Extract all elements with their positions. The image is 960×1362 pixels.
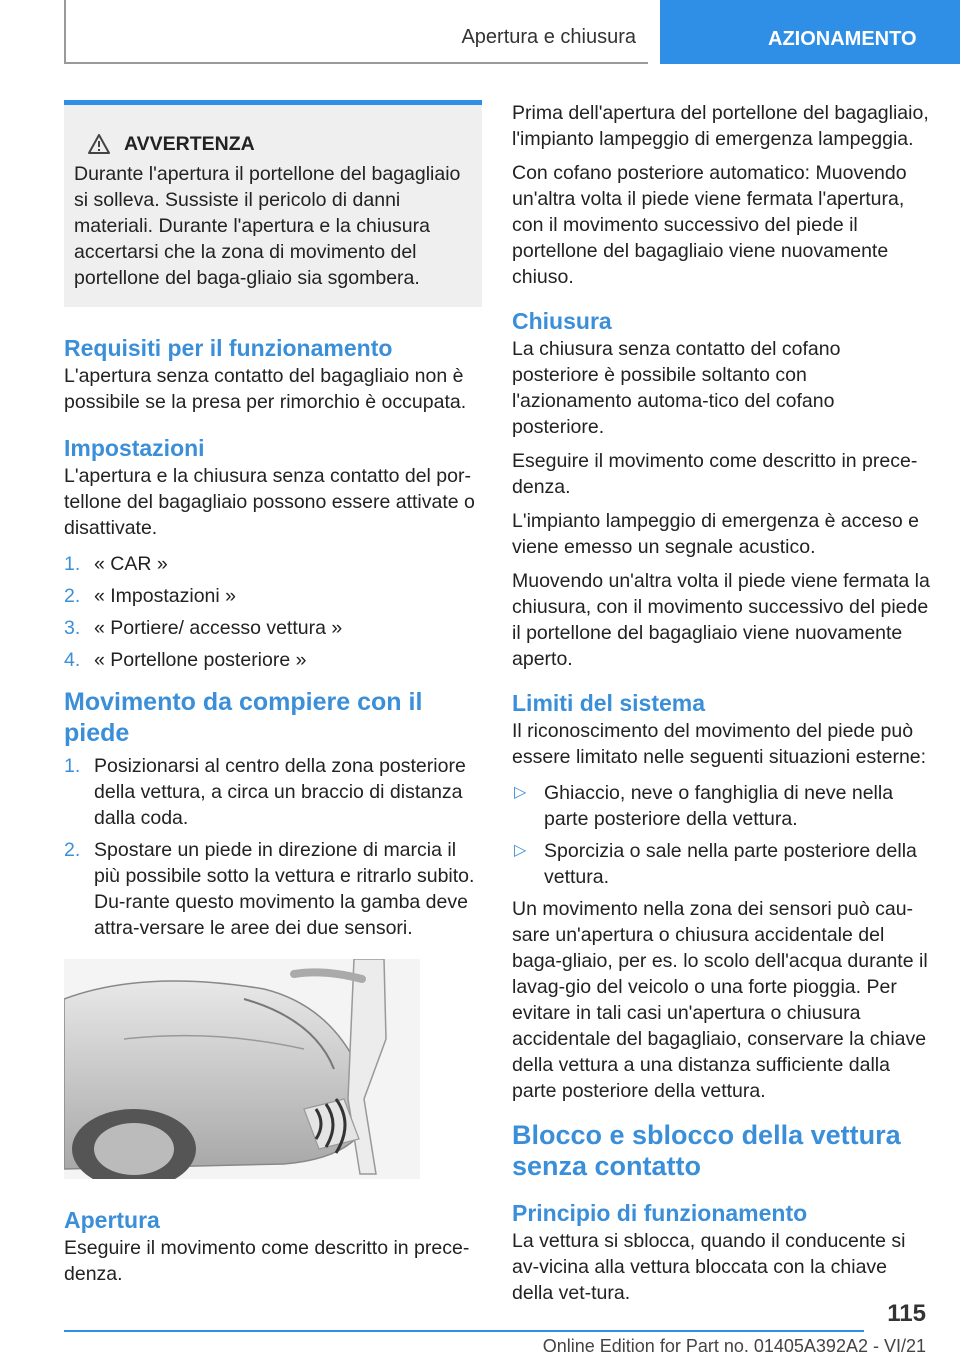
text-apertura-cont-2: Con cofano posteriore automatico: Muovendo un'altra volta il piede viene fermata l'apertura, con il movimento successivo del piede il portellone del bagagliaio viene nuovamente chiuso. [512, 162, 907, 288]
text-chiusura-2: Eseguire il movimento come descritto in prece-denza. [512, 450, 918, 498]
section-impostazioni [64, 433, 482, 673]
header-title: Apertura e chiusura [461, 26, 636, 48]
step-number: 4. [64, 649, 81, 671]
step-text: « Portiere/ accesso vettura » [94, 617, 343, 639]
bullet-text: Sporcizia o sale nella parte posteriore della vettura. [544, 840, 917, 888]
list-item [64, 837, 482, 941]
triangle-bullet-icon: ▷ [514, 784, 527, 801]
warning-header [74, 131, 472, 157]
warning-title: AVVERTENZA [124, 133, 255, 155]
left-column [64, 100, 482, 1287]
text-chiusura-4: Muovendo un'altra volta il piede viene fermata la chiusura, con il movimento successivo del piede il portellone del bagagliaio viene nuovamente aperto. [512, 570, 930, 670]
text-chiusura-3: L'impianto lampeggio di emergenza è acceso e viene emesso un segnale acustico. [512, 510, 919, 558]
step-text: Spostare un piede in direzione di marcia il più possibile sotto la vettura e ritrarlo subito. Du-rante questo movimento la gamba deve attra-versare le aree dei due sensori. [94, 839, 475, 939]
header-rule [64, 62, 648, 64]
step-number: 2. [64, 585, 81, 607]
bullets-limiti [512, 780, 930, 890]
step-text: « CAR » [94, 553, 168, 575]
triangle-bullet-icon: ▷ [514, 842, 527, 859]
text-limiti-1: Il riconoscimento del movimento del piede può essere limitato nelle seguenti situazioni esterne: [512, 720, 927, 768]
section-chiusura [512, 306, 930, 672]
step-number: 2. [64, 839, 81, 861]
heading-chiusura: Chiusura [512, 308, 612, 334]
text-impostazioni: L'apertura e la chiusura senza contatto del por-tellone del bagagliaio possono essere attivate o disattivate. [64, 465, 475, 539]
section-requisiti [64, 333, 482, 415]
step-number: 3. [64, 617, 81, 639]
heading-movimento: Movimento da compiere con il piede [64, 688, 423, 747]
list-item [64, 551, 482, 577]
steps-impostazioni [64, 551, 482, 673]
heading-blocco: Blocco e sblocco della vettura senza contatto [512, 1120, 901, 1181]
section-apertura [64, 1205, 482, 1287]
footer-rule [64, 1330, 864, 1332]
step-text: Posizionarsi al centro della zona posteriore della vettura, a circa un braccio di distanza dalla coda. [94, 755, 466, 829]
heading-apertura: Apertura [64, 1207, 160, 1233]
warning-text: Durante l'apertura il portellone del bagagliaio si solleva. Sussiste il pericolo di danni materiali. Durante l'apertura e la chiusura accertarsi che la zona di movimento del portellone del baga-gliaio sia sgombera. [74, 163, 461, 289]
section-blocco [512, 1120, 930, 1182]
text-apertura: Eseguire il movimento come descritto in prece-denza. [64, 1237, 470, 1285]
heading-impostazioni: Impostazioni [64, 435, 205, 461]
text-requisiti: L'apertura senza contatto del bagagliaio non è possibile se la presa per rimorchio è occupata. [64, 365, 467, 413]
text-apertura-cont-1: Prima dell'apertura del portellone del bagagliaio, l'impianto lampeggio di emergenza lampeggia. [512, 102, 929, 150]
section-movimento [64, 687, 482, 941]
section-principio [512, 1198, 930, 1306]
section-tab: AZIONAMENTO [660, 0, 960, 64]
step-number: 1. [64, 553, 81, 575]
heading-requisiti: Requisiti per il funzionamento [64, 335, 393, 361]
right-column [512, 100, 930, 1306]
heading-limiti: Limiti del sistema [512, 690, 706, 716]
foot-gesture-illustration [64, 959, 420, 1179]
list-item [64, 615, 482, 641]
step-text: « Portellone posteriore » [94, 649, 307, 671]
warning-triangle-icon [88, 134, 110, 154]
step-text: « Impostazioni » [94, 585, 236, 607]
section-limiti [512, 688, 930, 1104]
list-item [64, 583, 482, 609]
heading-principio: Principio di funzionamento [512, 1200, 808, 1226]
list-item [64, 753, 482, 831]
footer-edition: Online Edition for Part no. 01405A392A2 - VI/21 [542, 1336, 926, 1356]
page-number: 115 [887, 1300, 926, 1327]
text-limiti-2: Un movimento nella zona dei sensori può cau-sare un'apertura o chiusura accidentale del baga-gliaio, per es. lo scolo dell'acqua durante il lavag-gio del veicolo o una forte pioggia. Per evitare in tali casi un'apertura o chiusura accidentale del bagagliaio, conservare la chiave della vettura a una distanza sufficiente dalla parte posteriore della vettura. [512, 898, 928, 1102]
list-item [512, 838, 930, 890]
steps-movimento [64, 753, 482, 941]
list-item [64, 647, 482, 673]
bullet-text: Ghiaccio, neve o fanghiglia di neve nella parte posteriore della vettura. [544, 782, 894, 830]
list-item [512, 780, 930, 832]
step-number: 1. [64, 755, 81, 777]
warning-box [64, 100, 482, 307]
text-principio: La vettura si sblocca, quando il conducente si av-vicina alla vettura bloccata con la chiave della vet-tura. [512, 1230, 906, 1304]
text-chiusura-1: La chiusura senza contatto del cofano posteriore è possibile soltanto con l'azionamento automa-tico del cofano posteriore. [512, 338, 841, 438]
